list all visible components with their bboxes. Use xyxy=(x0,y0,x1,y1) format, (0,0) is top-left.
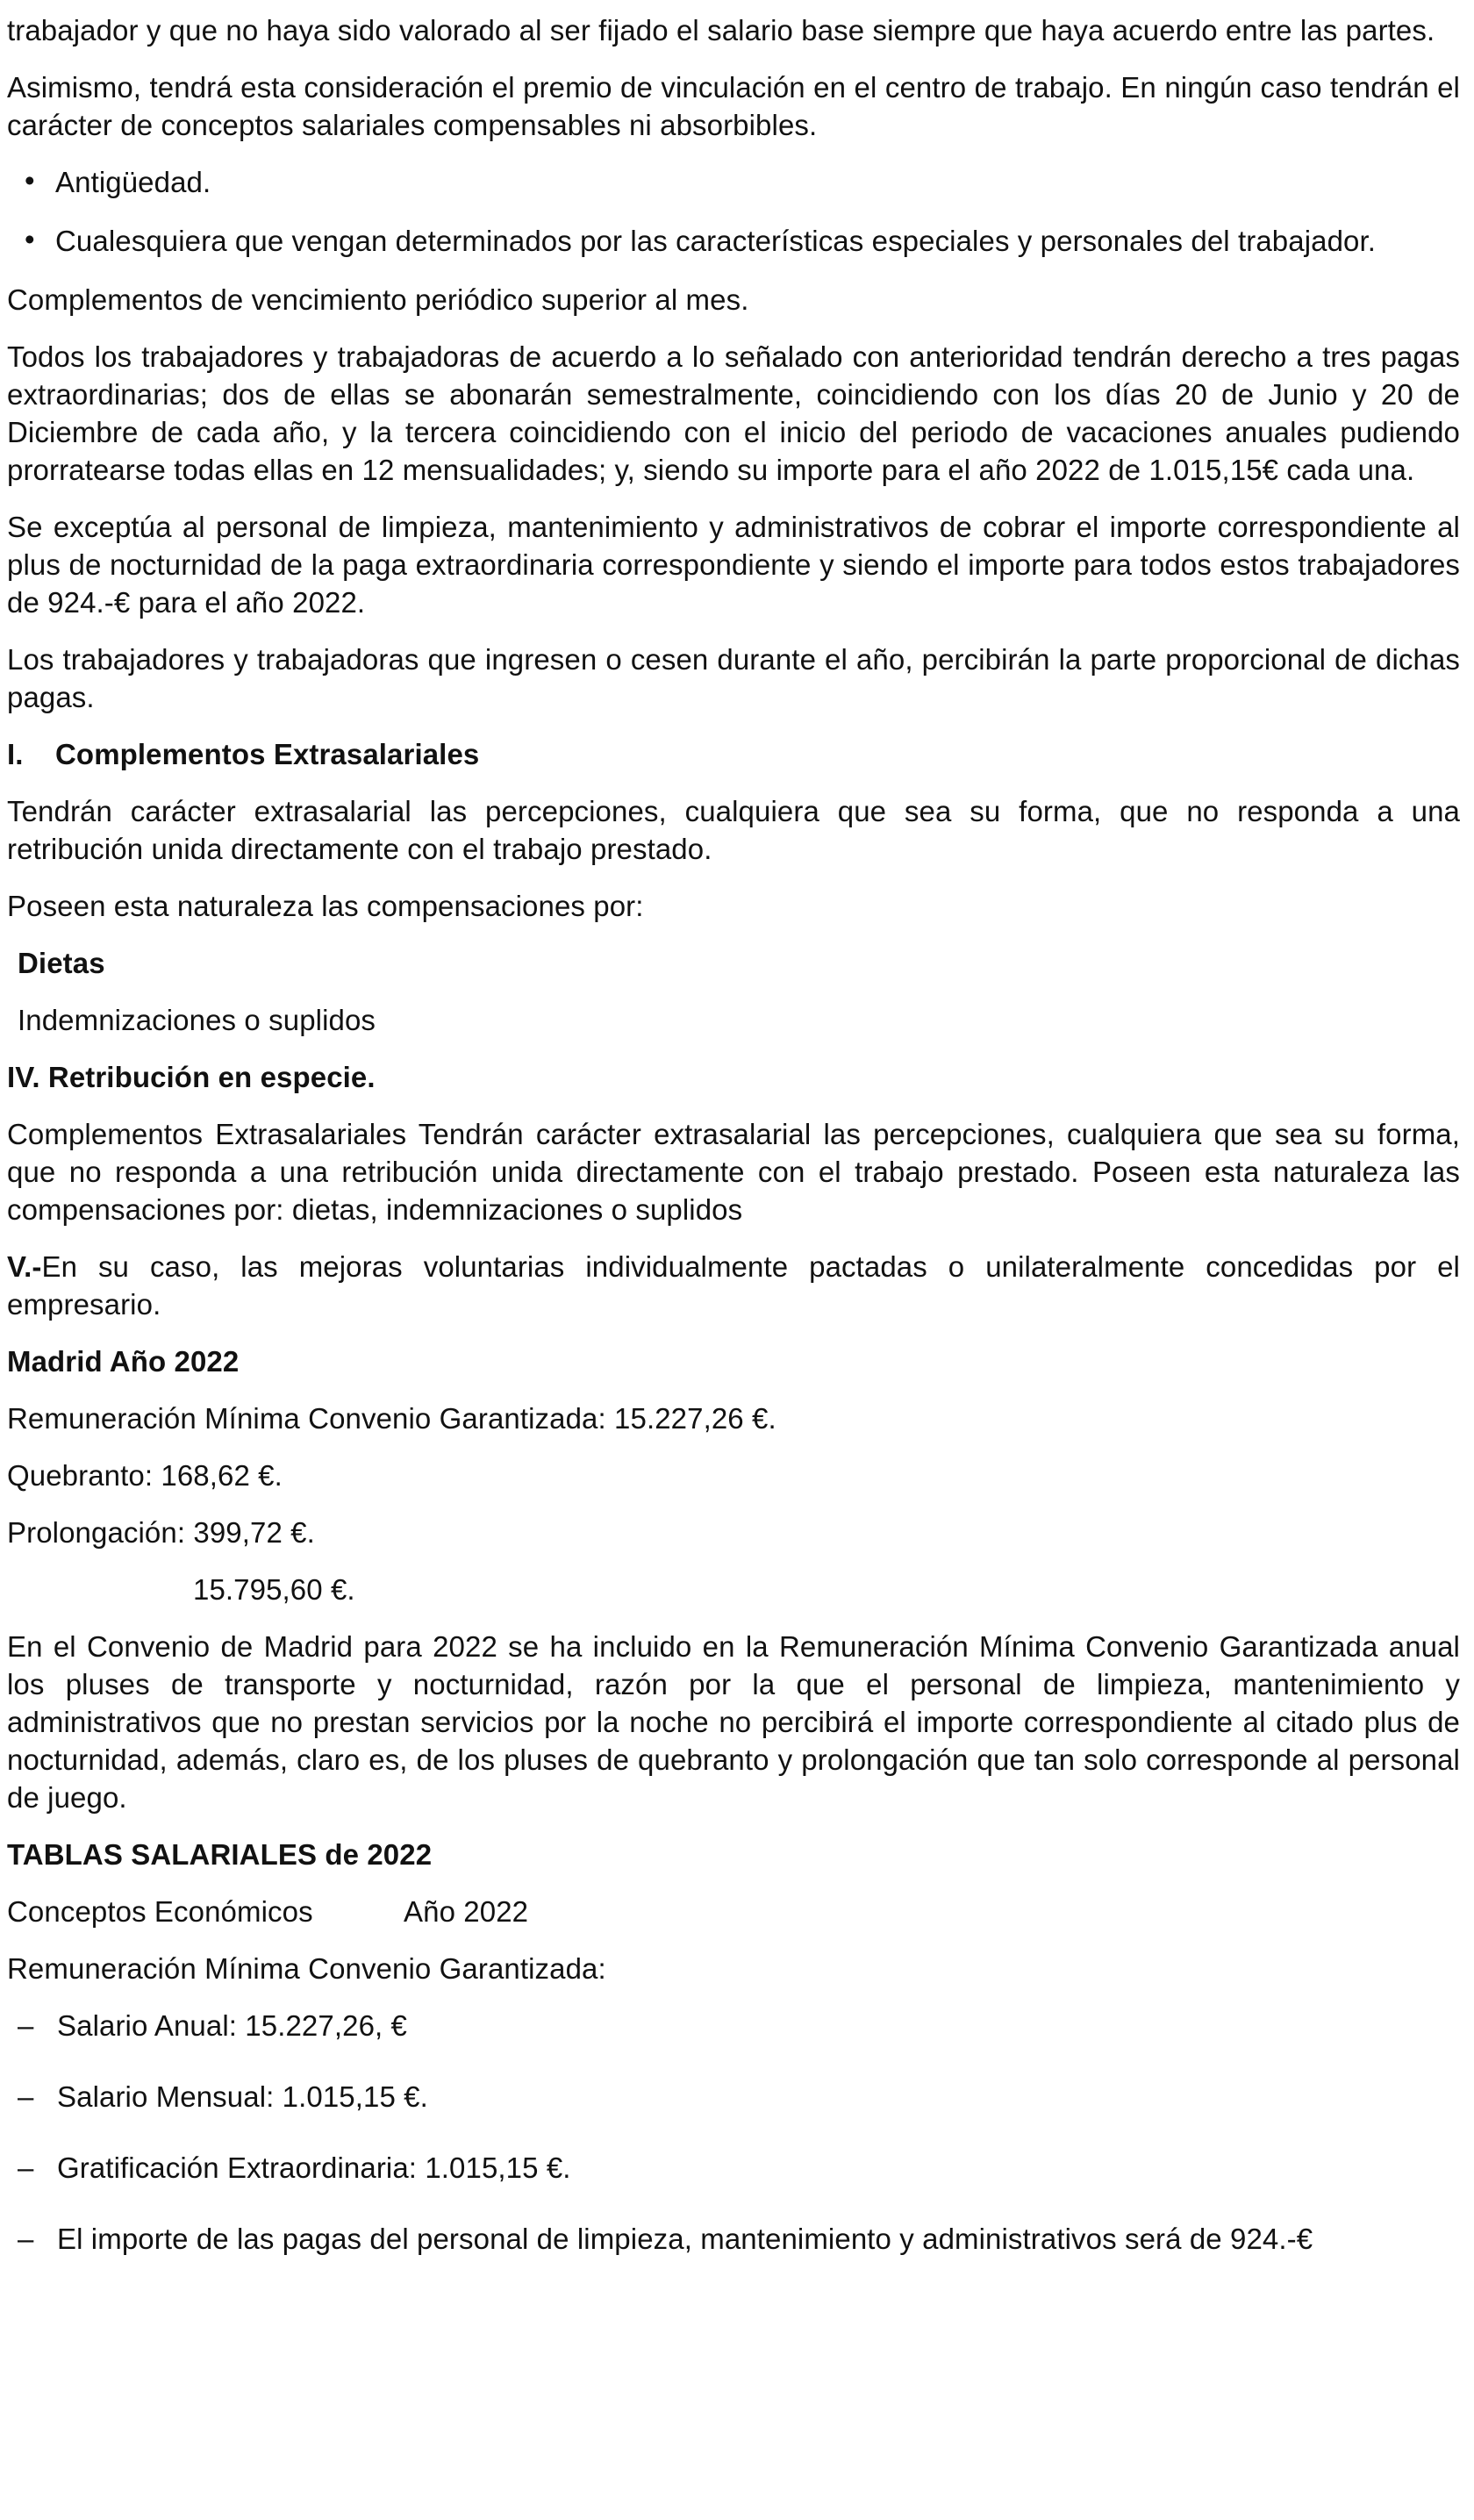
dash-list-item xyxy=(7,2078,1460,2116)
heading-label: Complementos Extrasalariales xyxy=(55,738,480,770)
paragraph: Los trabajadores y trabajadoras que ingresen o cesen durante el año, percibirán la parte proporcional de dichas pagas. xyxy=(7,643,1460,713)
tab-column-value: Año 2022 xyxy=(404,1895,529,1928)
paragraph: Prolongación: 399,72 €. xyxy=(7,1516,315,1549)
dash-icon: – xyxy=(18,2223,34,2255)
paragraph-prefix: V.- xyxy=(7,1250,42,1283)
paragraph-text: En su caso, las mejoras voluntarias individualmente pactadas o unilateralmente concedidas por el empresario. xyxy=(7,1250,1460,1321)
heading-number: I. xyxy=(7,738,24,770)
dash-icon: – xyxy=(18,2151,34,2184)
paragraph: 15.795,60 €. xyxy=(193,1573,355,1606)
bullet-list-item xyxy=(7,222,1460,260)
numbered-section-heading xyxy=(7,735,1460,773)
list-item-text: Antigüedad. xyxy=(55,166,211,198)
bullet-icon: • xyxy=(25,164,35,197)
dash-icon: – xyxy=(18,2080,34,2113)
bullet-list-item xyxy=(7,163,1460,201)
paragraph: Remuneración Mínima Convenio Garantizada: xyxy=(7,1952,606,1985)
paragraph: Tendrán carácter extrasalarial las percepciones, cualquiera que sea su forma, que no responda a una retribución unida directamente con el trabajo prestado. xyxy=(7,795,1460,865)
paragraph xyxy=(7,1893,1460,1930)
paragraph: Todos los trabajadores y trabajadoras de acuerdo a lo señalado con anterioridad tendrán derecho a tres pagas extraordinarias; dos de ellas se abonarán semestralmente, coincidiendo con los días 20 de Junio y 20 de Diciembre de cada año, y la tercera coincidiendo con el inicio del periodo de vacaciones anuales pudiendo prorratearse todas ellas en 12 mensualidades; y, siendo su importe para el año 2022 de 1.015,15€ cada una. xyxy=(7,340,1460,486)
list-item-text: Salario Anual: 15.227,26, € xyxy=(57,2009,408,2042)
paragraph: En el Convenio de Madrid para 2022 se ha incluido en la Remuneración Mínima Convenio Garantizada anual los pluses de transporte y nocturnidad, razón por la que el personal de limpieza, mantenimiento y administrativos que no prestan servicios por la noche no percibirá el importe correspondiente al citado plus de nocturnidad, además, claro es, de los pluses de quebranto y prolongación que tan solo corresponde al personal de juego. xyxy=(7,1630,1460,1814)
dash-list-item xyxy=(7,2007,1460,2044)
paragraph: Se exceptúa al personal de limpieza, mantenimiento y administrativos de cobrar el importe correspondiente al plus de nocturnidad de la paga extraordinaria correspondiente y siendo el importe para todos estos trabajadores de 924.-€ para el año 2022. xyxy=(7,511,1460,619)
paragraph: Poseen esta naturaleza las compensaciones por: xyxy=(7,890,644,922)
paragraph xyxy=(7,1248,1460,1323)
paragraph: Complementos de vencimiento periódico superior al mes. xyxy=(7,283,749,316)
paragraph: Indemnizaciones o suplidos xyxy=(18,1004,376,1036)
paragraph: Remuneración Mínima Convenio Garantizada: 15.227,26 €. xyxy=(7,1402,776,1435)
bullet-icon: • xyxy=(25,223,35,255)
section-heading: TABLAS SALARIALES de 2022 xyxy=(7,1838,433,1871)
tab-column-label: Conceptos Económicos xyxy=(7,1895,313,1928)
list-item-text: Salario Mensual: 1.015,15 €. xyxy=(57,2080,428,2113)
paragraph: Asimismo, tendrá esta consideración el premio de vinculación en el centro de trabajo. En ningún caso tendrán el carácter de conceptos salariales compensables ni absorbibles. xyxy=(7,71,1460,141)
list-item-text: Gratificación Extraordinaria: 1.015,15 €. xyxy=(57,2151,571,2184)
section-heading: IV. Retribución en especie. xyxy=(7,1061,376,1093)
list-item-text: Cualesquiera que vengan determinados por las características especiales y personales del trabajador. xyxy=(55,225,1377,257)
paragraph: Complementos Extrasalariales Tendrán carácter extrasalarial las percepciones, cualquiera que sea su forma, que no responda a una retribución unida directamente con el trabajo prestado. Poseen esta naturaleza las compensaciones por: dietas, indemnizaciones o suplidos xyxy=(7,1118,1460,1226)
list-item-text: El importe de las pagas del personal de limpieza, mantenimiento y administrativos será de 924.-€ xyxy=(57,2223,1313,2255)
paragraph: Quebranto: 168,62 €. xyxy=(7,1459,283,1492)
dash-list-item xyxy=(7,2149,1460,2187)
sub-heading: Dietas xyxy=(18,947,105,979)
section-heading: Madrid Año 2022 xyxy=(7,1345,240,1378)
paragraph: trabajador y que no haya sido valorado al ser fijado el salario base siempre que haya acuerdo entre las partes. xyxy=(7,14,1435,47)
dash-icon: – xyxy=(18,2009,34,2042)
dash-list-item xyxy=(7,2220,1460,2258)
